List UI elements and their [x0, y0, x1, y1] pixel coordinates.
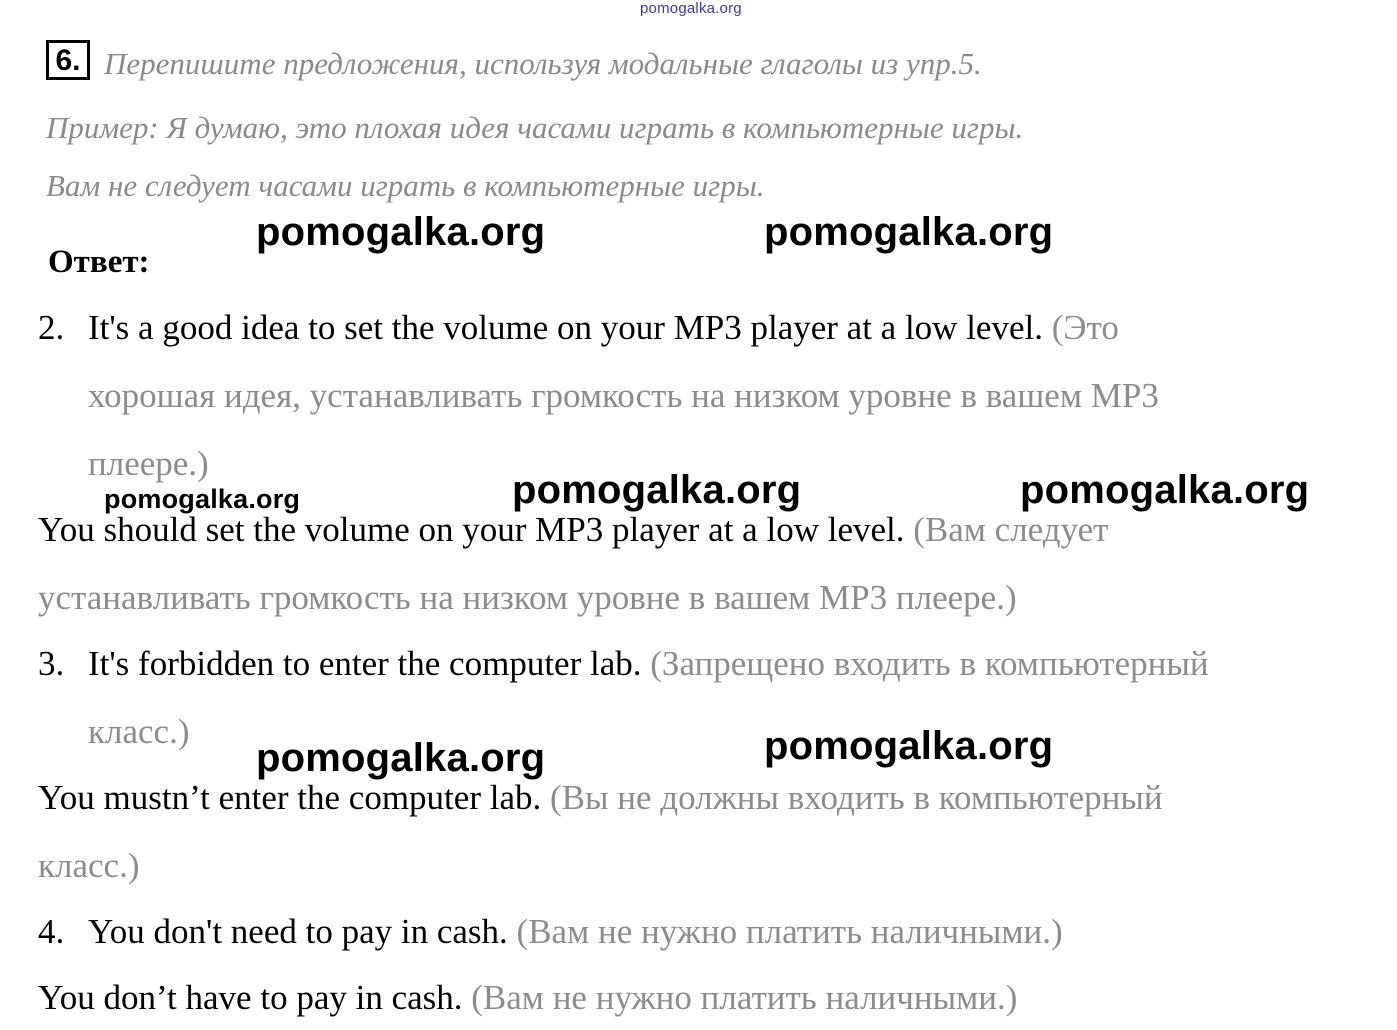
item-3-ru-line-2: класс.) [88, 712, 190, 751]
item-number: 4. [38, 912, 65, 951]
watermark: pomogalka.org [764, 210, 1054, 254]
item-en-text: It's a good idea to set the volume on your MP3 player at a low level. [88, 308, 1043, 347]
watermark: pomogalka.org [512, 468, 802, 512]
item-3-question [38, 644, 1209, 684]
item-number: 3. [38, 644, 65, 683]
answer-en-text: You should set the volume on your MP3 player at a low level. [38, 510, 905, 549]
item-3-answer-ru-line-2: класс.) [38, 846, 140, 885]
example-line-2: Вам не следует часами играть в компьютерные игры. [46, 168, 765, 203]
answer-ru-text: (Вам следует [913, 510, 1109, 549]
watermark: pomogalka.org [764, 724, 1054, 768]
item-en-text: It's forbidden to enter the computer lab. [88, 644, 642, 683]
answer-en-text: You mustn’t enter the computer lab. [38, 778, 542, 817]
item-ru-text: (Вам не нужно платить наличными.) [516, 912, 1063, 951]
item-3-answer [38, 778, 1163, 818]
watermark: pomogalka.org [1020, 468, 1310, 512]
item-ru-text: (Это [1051, 308, 1119, 347]
watermark: pomogalka.org [104, 484, 301, 514]
item-4-question [38, 912, 1063, 952]
answer-label: Ответ: [48, 244, 150, 280]
item-en-text: You don't need to pay in cash. [88, 912, 508, 951]
watermark: pomogalka.org [256, 210, 546, 254]
example-line-1: Пример: Я думаю, это плохая идея часами играть в компьютерные игры. [46, 110, 1024, 145]
answer-en-text: You don’t have to pay in cash. [38, 978, 463, 1017]
task-instruction: Перепишите предложения, используя модальные глаголы из упр.5. [104, 46, 982, 81]
answer-ru-text: (Вам не нужно платить наличными.) [471, 978, 1018, 1017]
answer-ru-text: (Вы не должны входить в компьютерный [549, 778, 1163, 817]
top-watermark: pomogalka.org [640, 0, 742, 17]
item-number: 2. [38, 308, 65, 347]
item-2-answer [38, 510, 1108, 550]
item-2-ru-line-2: хорошая идея, устанавливать громкость на низком уровне в вашем MP3 [88, 376, 1159, 415]
watermark: pomogalka.org [256, 736, 546, 780]
item-ru-text: (Запрещено входить в компьютерный [650, 644, 1209, 683]
item-4-answer [38, 978, 1017, 1018]
item-2-question [38, 308, 1119, 348]
item-2-answer-ru-line-2: устанавливать громкость на низком уровне в вашем MP3 плеере.) [38, 578, 1017, 617]
item-2-ru-line-3: плеере.) [88, 444, 209, 483]
exercise-number-box: 6. [46, 40, 90, 80]
